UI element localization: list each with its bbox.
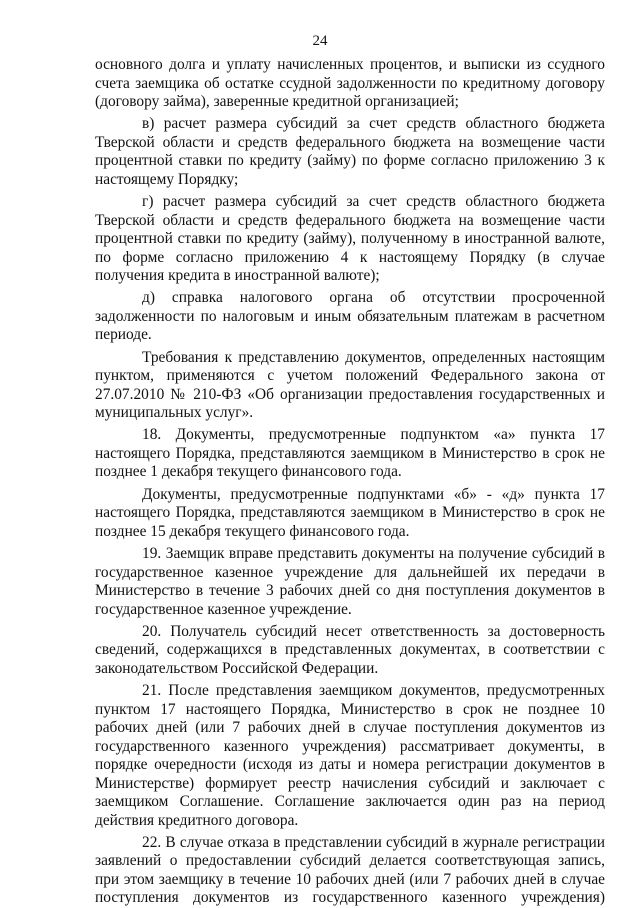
paragraph-18-documents: Документы, предусмотренные подпунктами «б» - «д» пункта 17 настоящего Порядка, представляются заемщиком в Министерство в срок не позднее 15 декабря текущего финансового года. — [95, 485, 605, 540]
paragraph-requirements: Требования к представлению документов, определенных настоящим пунктом, применяются с учетом положений Федерального закона от 27.07.2010 № 210-ФЗ «Об организации предоставления государственных и муниципальных услуг». — [95, 348, 605, 422]
paragraph-item-g: г) расчет размера субсидий за счет средств областного бюджета Тверской области и средств федерального бюджета на возмещение части процентной ставки по кредиту (займу), полученному в иностранной валюте, по форме согласно приложению 4 к настоящему Порядку (в случае получения кредита в иностранной валюте); — [95, 193, 605, 285]
page-number: 24 — [312, 33, 328, 49]
paragraph-21: 21. После представления заемщиком документов, предусмотренных пунктом 17 настоящего Порядка, Министерство в срок не позднее 10 рабочих дней (или 7 рабочих дней в случае поступления документов из государственного казенного учреждения) рассматривает документы, в порядке очередности (исходя из даты и номера регистрации документов в Министерстве) формирует реестр начисления субсидий и заключает с заемщиком Соглашение. Соглашение заключается один раз на период действия кредитного договора. — [95, 682, 605, 829]
paragraph-22: 22. В случае отказа в представлении субсидий в журнале регистрации заявлений о предоставлении субсидий делается соответствующая запись, при этом заемщику в течение 10 рабочих дней (или 7 рабочих дней в случае поступления документов из государственного казенного учреждения) — [95, 833, 605, 907]
document-body — [95, 56, 605, 908]
paragraph-19: 19. Заемщик вправе представить документы на получение субсидий в государственное казенное учреждение для дальнейшей их передачи в Министерство в течение 3 рабочих дней со дня поступления документов в государственное казенное учреждение. — [95, 545, 605, 618]
paragraph-18: 18. Документы, предусмотренные подпунктом «а» пункта 17 настоящего Порядка, представляются заемщиком в Министерство в срок не позднее 1 декабря текущего финансового года. — [95, 426, 605, 481]
paragraph-20: 20. Получатель субсидий несет ответственность за достоверность сведений, содержащихся в представленных документах, в соответствии с законодательством Российской Федерации. — [95, 622, 605, 677]
paragraph-continuation: основного долга и уплату начисленных процентов, и выписки из ссудного счета заемщика об остатке ссудной задолженности по кредитному договору (договору займа), заверенные кредитной организацией; — [95, 56, 605, 110]
paragraph-item-v: в) расчет размера субсидий за счет средств областного бюджета Тверской области и средств федерального бюджета на возмещение части процентной ставки по кредиту (займу) по форме согласно приложению 3 к настоящему Порядку; — [95, 115, 605, 188]
paragraph-item-d: д) справка налогового органа об отсутствии просроченной задолженности по налоговым и иным обязательным платежам в расчетном периоде. — [95, 289, 605, 344]
